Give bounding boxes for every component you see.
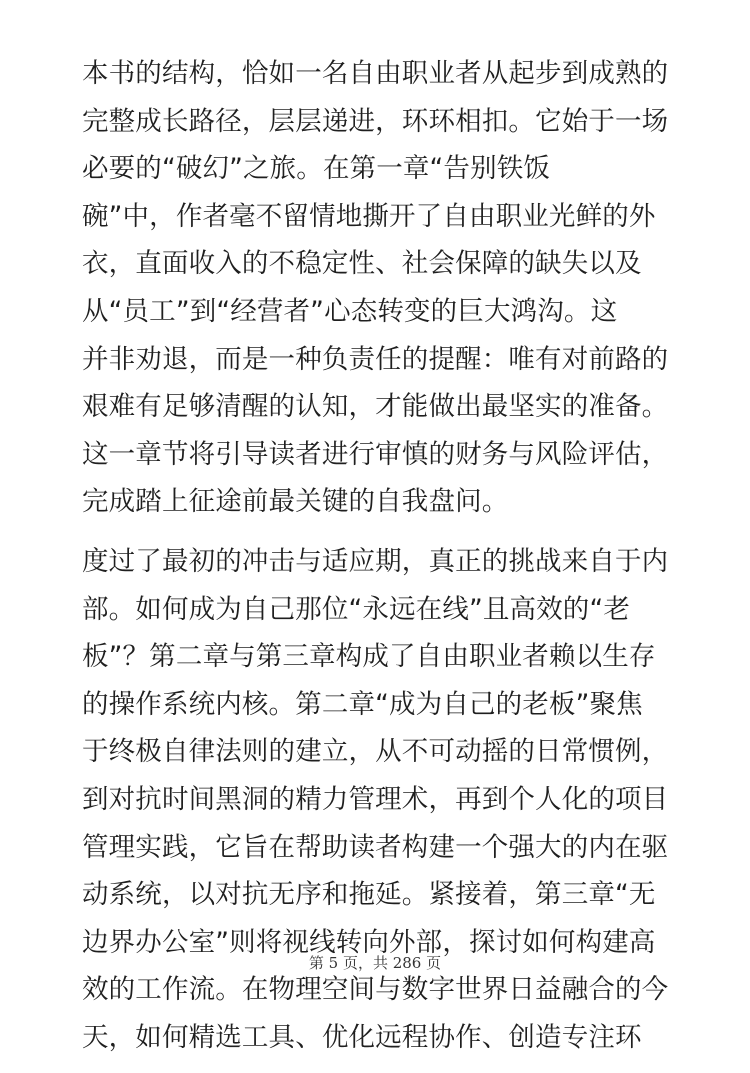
text-line: 从“员工”到“经营者”心态转变的巨大鸿沟。这 xyxy=(82,295,618,327)
text-line: 的操作系统内核。第二章“成为自己的老板”聚焦 xyxy=(82,688,643,720)
text-line: 到对抗时间黑洞的精力管理术，再到个人化的项目 xyxy=(82,783,669,815)
text-line: 板”？第二章与第三章构成了自由职业者赖以生存 xyxy=(82,641,656,673)
text-line: 边界办公室”则将视线转向外部，探讨如何构建高 xyxy=(82,926,656,958)
text-line: 必要的“破幻”之旅。在第一章“告别铁饭 xyxy=(82,153,551,185)
text-line: 完整成长路径，层层递进，环环相扣。它始于一场 xyxy=(82,105,669,137)
page-number: 第 5 页，共 286 页 xyxy=(308,954,442,972)
text-line: 管理实践，它旨在帮助读者构建一个强大的内在驱 xyxy=(82,831,669,863)
body-text xyxy=(82,50,672,1073)
paragraph-2 xyxy=(82,538,672,1062)
text-line: 效的工作流。在物理空间与数字世界日益融合的今 xyxy=(82,974,669,1006)
text-line: 于终极自律法则的建立，从不可动摇的日常惯例， xyxy=(82,736,669,768)
text-line: 完成踏上征途前最关键的自我盘问。 xyxy=(82,486,509,518)
text-line: 衣，直面收入的不稳定性、社会保障的缺失以及 xyxy=(82,248,642,280)
text-line: 部。如何成为自己那位“永远在线”且高效的“老 xyxy=(82,593,630,625)
text-line: 度过了最初的冲击与适应期，真正的挑战来自于内 xyxy=(82,545,669,577)
text-line: 并非劝退，而是一种负责任的提醒：唯有对前路的 xyxy=(82,343,669,375)
text-line: 天，如何精选工具、优化远程协作、创造专注环 xyxy=(82,1021,642,1053)
text-line: 碗”中，作者毫不留情地撕开了自由职业光鲜的外 xyxy=(82,200,656,232)
text-line: 艰难有足够清醒的认知，才能做出最坚实的准备。 xyxy=(82,391,669,423)
text-line: 本书的结构，恰如一名自由职业者从起步到成熟的 xyxy=(82,58,669,89)
text-line: 动系统，以对抗无序和拖延。紧接着，第三章“无 xyxy=(82,879,656,911)
text-line: 这一章节将引导读者进行审慎的财务与风险评估， xyxy=(82,438,669,470)
paragraph-1 xyxy=(82,50,672,526)
